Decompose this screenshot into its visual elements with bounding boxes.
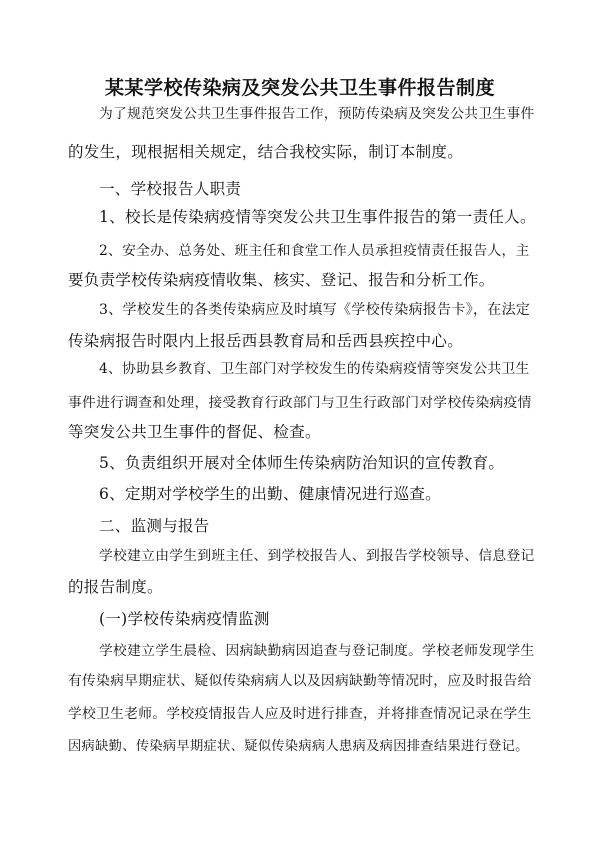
section-heading: 一、学校报告人职责 — [99, 180, 242, 198]
paragraph-line: 因病缺勤、传染病早期症状、疑似传染病病人患病及病因排查结果进行登记。 — [68, 739, 529, 754]
list-item: 6、定期对学校学生的出勤、健康情况进行巡查。 — [99, 485, 441, 503]
list-item-continuation: 传染病报告时限内上报岳西县教育局和岳西县疾控中心。 — [68, 332, 464, 350]
list-item: 5、负责组织开展对全体师生传染病防治知识的宣传教育。 — [99, 454, 505, 472]
list-item: 2、安全办、总务处、班主任和食堂工作人员承担疫情责任报告人，主 — [99, 243, 530, 259]
paragraph-line: 有传染病早期症状、疑似传染病病人以及因病缺勤等情况时，应及时报告给 — [68, 673, 532, 689]
list-item-continuation: 等突发公共卫生事件的督促、检查。 — [68, 423, 321, 441]
list-item-continuation: 要负责学校传染病疫情收集、核实、登记、报告和分析工作。 — [68, 271, 495, 289]
document-title: 某某学校传染病及突发公共卫生事件报告制度 — [104, 77, 495, 99]
section-heading: 二、监测与报告 — [99, 517, 210, 535]
list-item-continuation: 事件进行调查和处理，接受教育行政部门与卫生行政部门对学校传染病疫情 — [68, 395, 532, 411]
paragraph-line: 学校建立由学生到班主任、到学校报告人、到报告学校领导、信息登记 — [99, 548, 535, 564]
list-item: 3、学校发生的各类传染病应及时填写《学校传染病报告卡》，在法定 — [99, 302, 531, 318]
list-item: 1、校长是传染病疫情等突发公共卫生事件报告的第一责任人。 — [99, 208, 536, 226]
subsection-heading: (一)学校传染病疫情监测 — [99, 610, 270, 628]
paragraph-line: 学校建立学生晨检、因病缺勤病因追查与登记制度。学校老师发现学生 — [99, 643, 535, 659]
intro-line: 为了规范突发公共卫生事件报告工作，预防传染病及突发公共卫生事件 — [99, 106, 535, 122]
list-item: 4、协助县乡教育、卫生部门对学校发生的传染病疫情等突发公共卫生 — [99, 361, 530, 377]
intro-line: 的发生，现根据相关规定，结合我校实际，制订本制度。 — [68, 143, 464, 161]
paragraph-line: 学校卫生老师。学校疫情报告人应及时进行排查，并将排查情况记录在学生 — [68, 706, 532, 722]
paragraph-line: 的报告制度。 — [68, 578, 163, 596]
